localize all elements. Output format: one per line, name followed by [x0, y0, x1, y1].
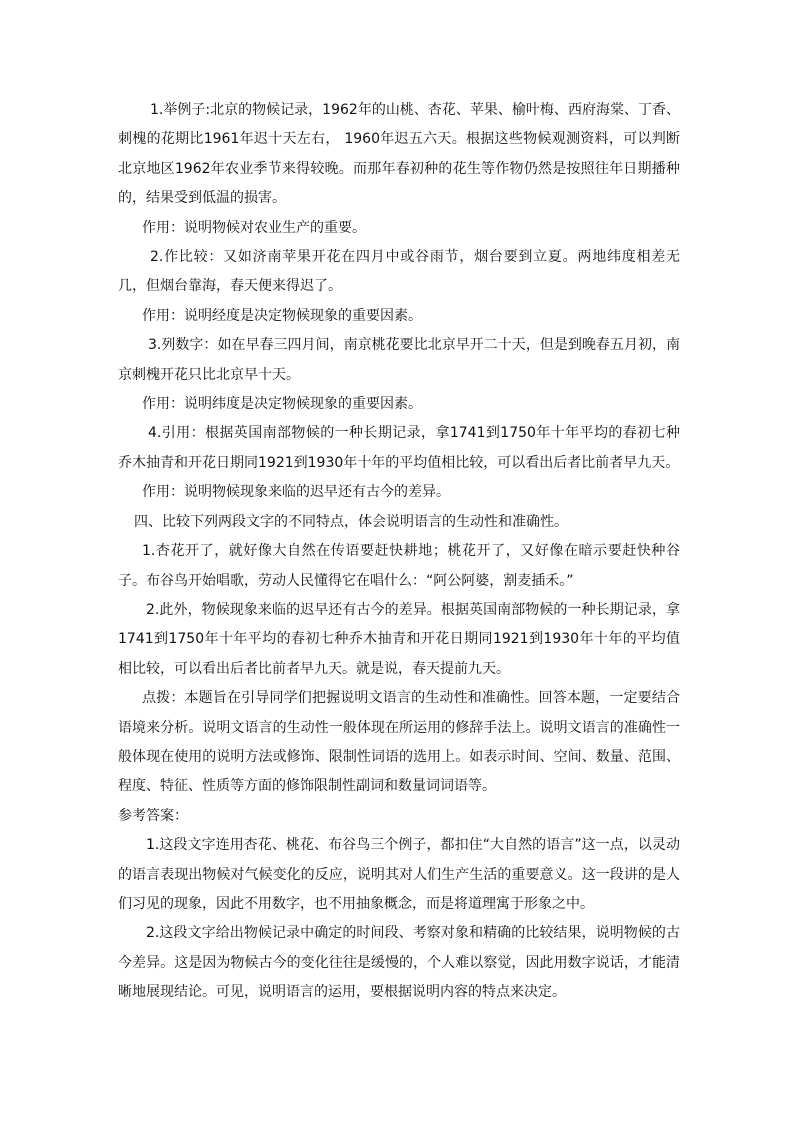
function-note: 作用：说明物候现象来临的迟早还有古今的差异。	[142, 484, 450, 501]
comparison-paragraph: 2.作比较：又如济南苹果开花在四月中或谷雨节，烟台要到立夏。两地纬度相差无几，但烟台靠海，春天便来得迟了。	[118, 249, 680, 295]
document-page	[118, 96, 680, 1008]
section-four-heading: 四、比较下列两段文字的不同特点，体会说明语言的生动性和准确性。	[134, 513, 568, 530]
example-paragraph: 1.举例子:北京的物候记录，1962年的山桃、杏花、苹果、榆叶梅、西府海棠、丁香、刺槐的花期比1961年迟十天左右， 1960年迟五六天。根据这些物候观测资料，可以判断北京地区1962年农业季节来得较晚。而那年春初种的花生等作物仍然是按照往年日期播种的，结果受到低温的损害。	[118, 102, 680, 207]
numbers-paragraph: 3.列数字：如在早春三四月间，南京桃花要比北京早开二十天，但是到晚春五月初，南京刺槐开花只比北京早十天。	[118, 337, 680, 383]
function-note: 作用：说明物候对农业生产的重要。	[142, 219, 366, 236]
reference-answer-heading: 参考答案：	[118, 807, 188, 824]
answer-one: 1.这段文字连用杏花、桃花、布谷鸟三个例子，都扣住“大自然的语言”这一点，以灵动的语言表现出物候对气候变化的反应，说明其对人们生产生活的重要意义。这一段讲的是人们习见的现象，因此不用数字，也不用抽象概念，而是将道理寓于形象之中。	[118, 837, 680, 912]
hint-paragraph: 点拨：本题旨在引导同学们把握说明文语言的生动性和准确性。回答本题，一定要结合语境来分析。说明文语言的生动性一般体现在所运用的修辞手法上。说明文语言的准确性一般体现在使用的说明方法或修饰、限制性词语的选用上。如表示时间、空间、数量、范围、程度、特征、性质等方面的修饰限制性副词和数量词词语等。	[118, 690, 680, 795]
answer-two: 2.这段文字给出物候记录中确定的时间段、考察对象和精确的比较结果，说明物候的古今差异。这是因为物候古今的变化往往是缓慢的，个人难以察觉，因此用数字说话，才能清晰地展现结论。可见，说明语言的运用，要根据说明内容的特点来决定。	[118, 925, 680, 1001]
quotation-paragraph: 4.引用：根据英国南部物候的一种长期记录，拿1741到1750年十年平均的春初七种乔木抽青和开花日期同1921到1930年十年的平均值相比较，可以看出后者比前者早九天。	[118, 425, 680, 471]
function-note: 作用：说明经度是决定物候现象的重要因素。	[142, 307, 422, 324]
function-note: 作用：说明纬度是决定物候现象的重要因素。	[142, 396, 422, 413]
passage-one: 1.杏花开了，就好像大自然在传语要赶快耕地；桃花开了，又好像在暗示要赶快种谷子。布谷鸟开始唱歌，劳动人民懂得它在唱什么：“阿公阿婆，割麦插禾。”	[118, 543, 680, 589]
passage-two: 2.此外，物候现象来临的迟早还有古今的差异。根据英国南部物候的一种长期记录，拿1741到1750年十年平均的春初七种乔木抽青和开花日期同1921到1930年十年的平均值相比较，可以看出后者比前者早九天。就是说，春天提前九天。	[118, 601, 680, 677]
